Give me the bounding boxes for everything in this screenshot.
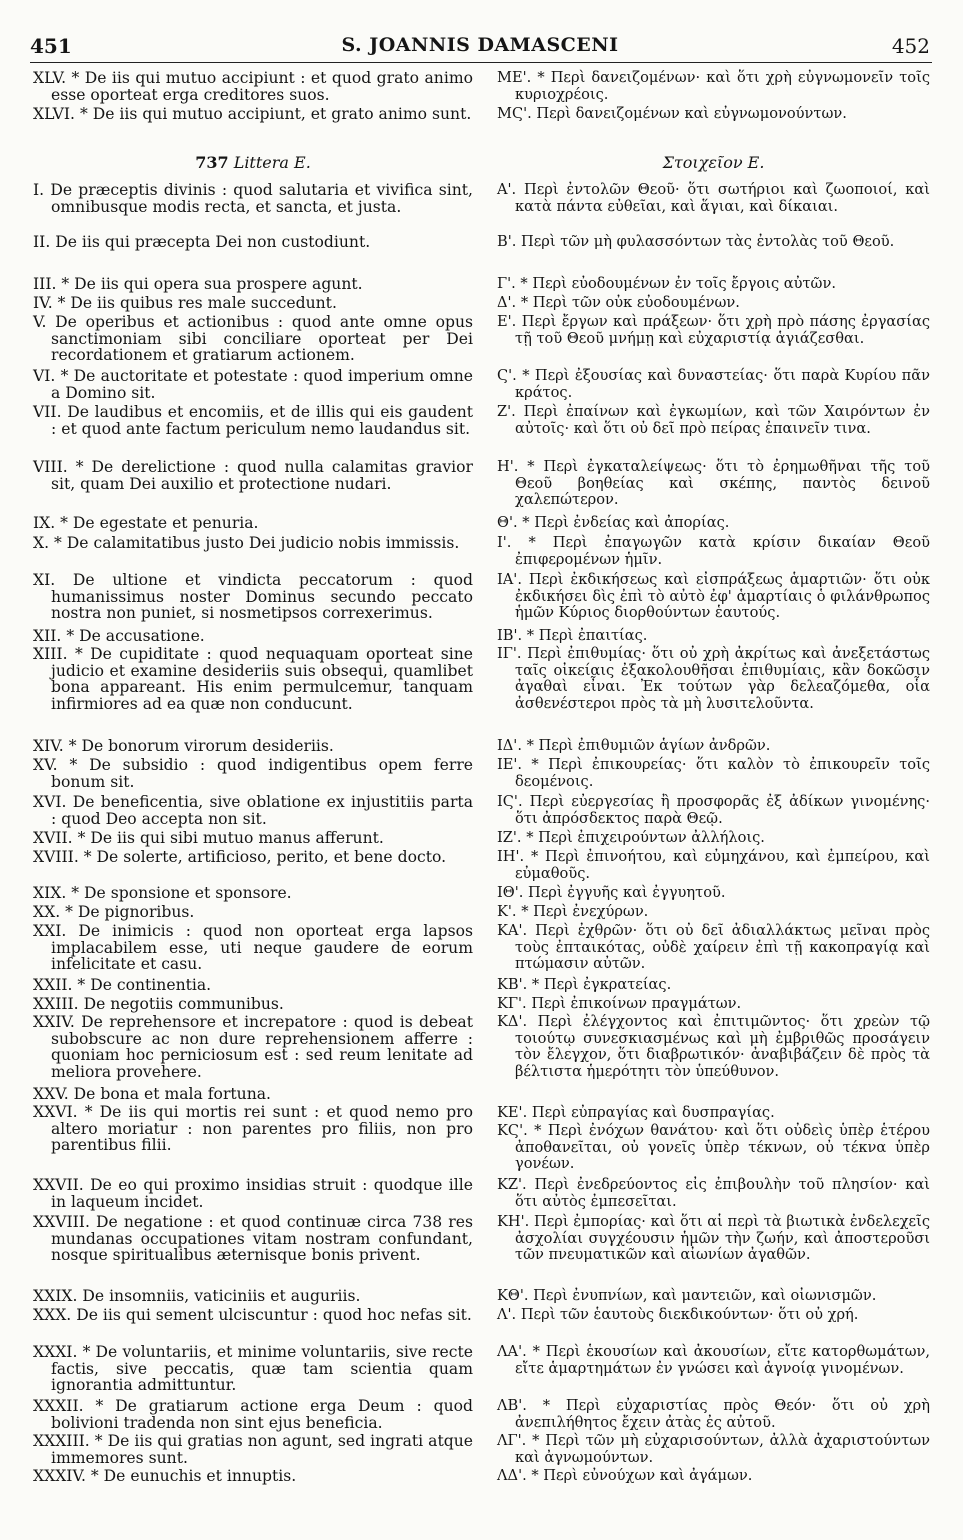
latin-entry: XXV. De bona et mala fortuna.	[33, 1085, 272, 1103]
latin-entry: XXIV. De reprehensore et increpatore : quod is debeat subobscure ac non dure reprehensionem afferre : quoniam hoc perniciosum est : sed reum lenitate ad meliora provehere.	[33, 1013, 473, 1081]
latin-entry: XIX. * De sponsione et sponsore.	[33, 884, 292, 902]
greek-entry: ΙΖ'. * Περὶ ἐπιχειρούντων ἀλλήλοις.	[497, 829, 765, 846]
greek-entry: Ι'. * Περὶ ἐπαγωγῶν κατὰ κρίσιν δικαίαν Θεοῦ ἐπιφερομένων ἡμῖν.	[497, 534, 930, 568]
greek-entry: ΙΗ'. * Περὶ ἐπινοήτου, καὶ εὐμηχάνου, καὶ ἐμπείρου, καὶ εὐμαθοῦς.	[497, 848, 930, 882]
greek-entry: Δ'. * Περὶ τῶν οὐκ εὐοδουμένων.	[497, 294, 740, 311]
latin-entry: V. De operibus et actionibus : quod ante omne opus sanctimoniam sibi conciliare oporteat per Dei recordationem et gratiarum actionem.	[33, 313, 473, 365]
greek-entry: ΜϚ'. Περὶ δανειζομένων καὶ εὐγνωμονούντων.	[497, 105, 847, 122]
latin-entry: XVII. * De iis qui sibi mutuo manus afferunt.	[33, 829, 384, 847]
latin-entry: XXIII. De negotiis communibus.	[33, 995, 284, 1013]
latin-entry: XXXIV. * De eunuchis et innuptis.	[33, 1467, 297, 1485]
section-label: Littera E.	[233, 153, 311, 172]
latin-entry: XXXIII. * De iis qui gratias non agunt, sed ingrati atque immemores sunt.	[33, 1432, 473, 1467]
latin-entry: XIV. * De bonorum virorum desideriis.	[33, 737, 334, 755]
latin-entry: XLVI. * De iis qui mutuo accipiunt, et grato animo sunt.	[33, 105, 472, 123]
greek-entry: Γ'. * Περὶ εὐοδουμένων ἐν τοῖς ἔργοις αὐτῶν.	[497, 275, 836, 292]
greek-entry: ΚΗ'. Περὶ ἐμπορίας· καὶ ὅτι αἱ περὶ τὰ βιωτικὰ ἐνδελεχεῖς ἀσχολίαι συγχέουσιν ἡμῶν τὴν ζωήν, καὶ ἀποστεροῦσι τῶν πνευματικῶν καὶ αἰωνίων ἀγαθῶν.	[497, 1213, 930, 1264]
greek-entry: Ζ'. Περὶ ἐπαίνων καὶ ἐγκωμίων, καὶ τῶν Χαιρόντων ἐν αὐτοῖς· καὶ ὅτι οὐ δεῖ πρὸ πείρας ἐπαινεῖν τινα.	[497, 403, 930, 437]
greek-entry: Η'. * Περὶ ἐγκαταλείψεως· ὅτι τὸ ἐρημωθῆναι τῆς τοῦ Θεοῦ βοηθείας καὶ σκέπης, παντὸς δεινοῦ χαλεπώτερον.	[497, 458, 930, 509]
latin-entry: XLV. * De iis qui mutuo accipiunt : et quod grato animo esse oporteat erga creditores suos.	[33, 69, 473, 104]
latin-entry: X. * De calamitatibus justo Dei judicio nobis immissis.	[33, 534, 460, 552]
latin-entry: XVI. De beneficentia, sive oblatione ex injustitiis parta : quod Deo accepta non sit.	[33, 793, 473, 828]
latin-entry: XXIX. De insomniis, vaticiniis et auguriis.	[33, 1287, 361, 1305]
latin-entry: VI. * De auctoritate et potestate : quod imperium omne a Domino sit.	[33, 367, 473, 402]
latin-entry: II. De iis qui præcepta Dei non custodiunt.	[33, 233, 371, 251]
greek-entry: ΙΑ'. Περὶ ἐκδικήσεως καὶ εἰσπράξεως ἁμαρτιῶν· ὅτι οὐκ ἐκδικήσει δὶς ἐπὶ τὸ αὐτὸ ἐφ' ἁμαρτίαις ὁ φιλάνθρωπος ἡμῶν Κύριος διορθούντων ἑαυτούς.	[497, 571, 930, 622]
running-title: S. JOANNIS DAMASCENI	[341, 34, 619, 56]
greek-entry: ΛΑ'. * Περὶ ἑκουσίων καὶ ἀκουσίων, εἴτε κατορθωμάτων, εἴτε ἁμαρτημάτων ἐν γνώσει καὶ ἀγνοίᾳ γινομένων.	[497, 1343, 930, 1377]
greek-entry: ΚΓ'. Περὶ ἐπικοίνων πραγμάτων.	[497, 995, 742, 1012]
latin-entry: III. * De iis qui opera sua prospere agunt.	[33, 275, 363, 293]
latin-entry: VIII. * De derelictione : quod nulla calamitas gravior sit, quam Dei auxilio et protectione nudari.	[33, 458, 473, 493]
latin-entry: XXXII. * De gratiarum actione erga Deum : quod bolivioni tradenda non sint ejus beneficia.	[33, 1397, 473, 1432]
greek-entry: ΚΕ'. Περὶ εὐπραγίας καὶ δυσπραγίας.	[497, 1104, 775, 1121]
latin-entry: VII. De laudibus et encomiis, et de illis qui eis gaudent : et quod ante factum periculum nemo laudandus sit.	[33, 403, 473, 438]
latin-entry: XX. * De pignoribus.	[33, 903, 195, 921]
latin-entry: XXX. De iis qui sement ulciscuntur : quod hoc nefas sit.	[33, 1306, 472, 1324]
greek-entry: Λ'. Περὶ τῶν ἑαυτοὺς διεκδικούντων· ὅτι οὐ χρή.	[497, 1306, 859, 1323]
latin-entry: XIII. * De cupiditate : quod nequaquam oporteat sine judicio et examine desideriis suis obsequi, quamlibet bona appareant. His enim permulcemur, tanquam infirmiores ad ea quæ non conducunt.	[33, 645, 473, 713]
latin-entry: IV. * De iis quibus res male succedunt.	[33, 294, 337, 312]
greek-entry: ΛΓ'. * Περὶ τῶν μὴ εὐχαρισούντων, ἀλλὰ ἀχαριστούντων καὶ ἀγνωμούντων.	[497, 1432, 930, 1466]
latin-entry: XXVII. De eo qui proximo insidias struit : quodque ille in laqueum incidet.	[33, 1176, 473, 1211]
page-number-left: 451	[30, 34, 72, 58]
greek-entry: ΜΕ'. * Περὶ δανειζομένων· καὶ ὅτι χρὴ εὐγνωμονεῖν τοῖς κυριοχρέοις.	[497, 69, 930, 103]
greek-entry: ΛΔ'. * Περὶ εὐνούχων καὶ ἀγάμων.	[497, 1467, 753, 1484]
greek-entry: ΚΔ'. Περὶ ἐλέγχοντος καὶ ἐπιτιμῶντος· ὅτι χρεὼν τῷ τοιούτῳ συνεσκιασμένως καὶ μὴ ἐμβριθῶς προσάγειν τὸν ἔλεγχον, ὅτι διαβρωτικόν· ἀναβιβάζειν δὲ πρὸς τὰ βέλτιστα ἡμερότητι τὸν ὑπεύθυνον.	[497, 1013, 930, 1080]
page-header	[30, 34, 930, 60]
header-rule	[30, 62, 932, 63]
greek-entry: ΙϚ'. Περὶ εὐεργεσίας ἢ προσφορᾶς ἐξ ἀδίκων γινομένης· ὅτι ἀπρόσδεκτος παρὰ Θεῷ.	[497, 793, 930, 827]
latin-entry: XVIII. * De solerte, artificioso, perito, et bene docto.	[33, 848, 447, 866]
latin-entry: XI. De ultione et vindicta peccatorum : quod humanissimus noster Dominus secundo peccato nostra non puniet, si nosmetipsos correxerimus.	[33, 571, 473, 623]
greek-entry: Α'. Περὶ ἐντολῶν Θεοῦ· ὅτι σωτήριοι καὶ ζωοποιοί, καὶ κατὰ πάντα εὐθεῖαι, καὶ ἅγιαι, καὶ δίκαιαι.	[497, 181, 930, 215]
greek-entry: ΙΒ'. * Περὶ ἐπαιτίας.	[497, 627, 648, 644]
latin-entry: XV. * De subsidio : quod indigentibus opem ferre bonum sit.	[33, 756, 473, 791]
latin-entry: XII. * De accusatione.	[33, 627, 205, 645]
greek-entry: ΙΘ'. Περὶ ἐγγυῆς καὶ ἐγγυητοῦ.	[497, 884, 726, 901]
greek-entry: Ε'. Περὶ ἔργων καὶ πράξεων· ὅτι χρὴ πρὸ πάσης ἐργασίας τῇ τοῦ Θεοῦ μνήμῃ καὶ εὐχαριστίᾳ ἁγιάζεσθαι.	[497, 313, 930, 347]
greek-entry: ΙΓ'. Περὶ ἐπιθυμίας· ὅτι οὐ χρὴ ἀκρίτως καὶ ἀνεξετάστως ταῖς οἰκείαις ἐξακολουθῆσαι ἐπιθυμίαις, κἂν δοκῶσιν ἀγαθαὶ εἶναι. Ἐκ τούτων γὰρ δελεαζόμεθα, οἷα ἀσθενέστεροι πρὸς τὰ μὴ λυσιτελοῦντα.	[497, 645, 930, 712]
latin-entry: XXVIII. De negatione : et quod continuæ circa 738 res mundanas occupationes vitam nostram confundant, nosque spiritualibus æternisque bonis privent.	[33, 1213, 473, 1265]
greek-entry: Β'. Περὶ τῶν μὴ φυλασσόντων τὰς ἐντολὰς τοῦ Θεοῦ.	[497, 233, 895, 250]
latin-section-heading	[33, 154, 473, 172]
greek-entry: ΙΔ'. * Περὶ ἐπιθυμιῶν ἁγίων ἀνδρῶν.	[497, 737, 771, 754]
greek-entry: ΚΘ'. Περὶ ἐνυπνίων, καὶ μαντειῶν, καὶ οἰωνισμῶν.	[497, 1287, 877, 1304]
greek-entry: Ϛ'. * Περὶ ἐξουσίας καὶ δυναστείας· ὅτι παρὰ Κυρίου πᾶν κράτος.	[497, 367, 930, 401]
latin-entry: XXII. * De continentia.	[33, 976, 212, 994]
latin-entry: XXVI. * De iis qui mortis rei sunt : et quod nemo pro altero moriatur : non parentes pro filiis, non pro parentibus filii.	[33, 1103, 473, 1155]
greek-section-heading: Στοιχεῖον Ε.	[662, 153, 765, 172]
greek-entry: Θ'. * Περὶ ἐνδείας καὶ ἀπορίας.	[497, 514, 730, 531]
greek-entry: ΛΒ'. * Περὶ εὐχαριστίας πρὸς Θεόν· ὅτι οὐ χρὴ ἀνεπιλήθητος ἔχειν ἀτὰς ἐς αὐτοῦ.	[497, 1397, 930, 1431]
greek-entry: ΚΖ'. Περὶ ἐνεδρεύοντος εἰς ἐπιβουλὴν τοῦ πλησίον· καὶ ὅτι αὐτὸς ἐμπεσεῖται.	[497, 1176, 930, 1210]
greek-entry: ΚΑ'. Περὶ ἐχθρῶν· ὅτι οὐ δεῖ ἀδιαλλάκτως μεῖναι πρὸς τοὺς ἐπταικότας, οὐδὲ χαίρειν ἐπὶ τῇ κακοπραγίᾳ καὶ πτώμασιν αὐτῶν.	[497, 922, 930, 973]
latin-entry: IX. * De egestate et penuria.	[33, 514, 259, 532]
page-number-right: 452	[891, 34, 930, 58]
greek-entry: ΚϚ'. * Περὶ ἐνόχων θανάτου· καὶ ὅτι οὐδεὶς ὑπὲρ ἑτέρου ἀποθανεῖται, οὐ γονεῖς ὑπὲρ τέκνων, οὐ τέκνα ὑπὲρ γονέων.	[497, 1122, 930, 1173]
greek-entry: ΚΒ'. * Περὶ ἐγκρατείας.	[497, 976, 672, 993]
greek-entry: ΙΕ'. * Περὶ ἐπικουρείας· ὅτι καλὸν τὸ ἐπικουρεῖν τοῖς δεομένοις.	[497, 756, 930, 790]
latin-entry: XXI. De inimicis : quod non oporteat erga lapsos implacabilem esse, uti neque gaudere de eorum infelicitate et casu.	[33, 922, 473, 974]
column-marker: 737	[195, 153, 229, 172]
latin-entry: I. De præceptis divinis : quod salutaria et vivifica sint, omnibusque modis recta, et sancta, et justa.	[33, 181, 473, 216]
greek-entry: Κ'. * Περὶ ἐνεχύρων.	[497, 903, 649, 920]
latin-entry: XXXI. * De voluntariis, et minime voluntariis, sive recte factis, sive peccatis, quæ tam scientia quam ignorantia admittuntur.	[33, 1343, 473, 1395]
